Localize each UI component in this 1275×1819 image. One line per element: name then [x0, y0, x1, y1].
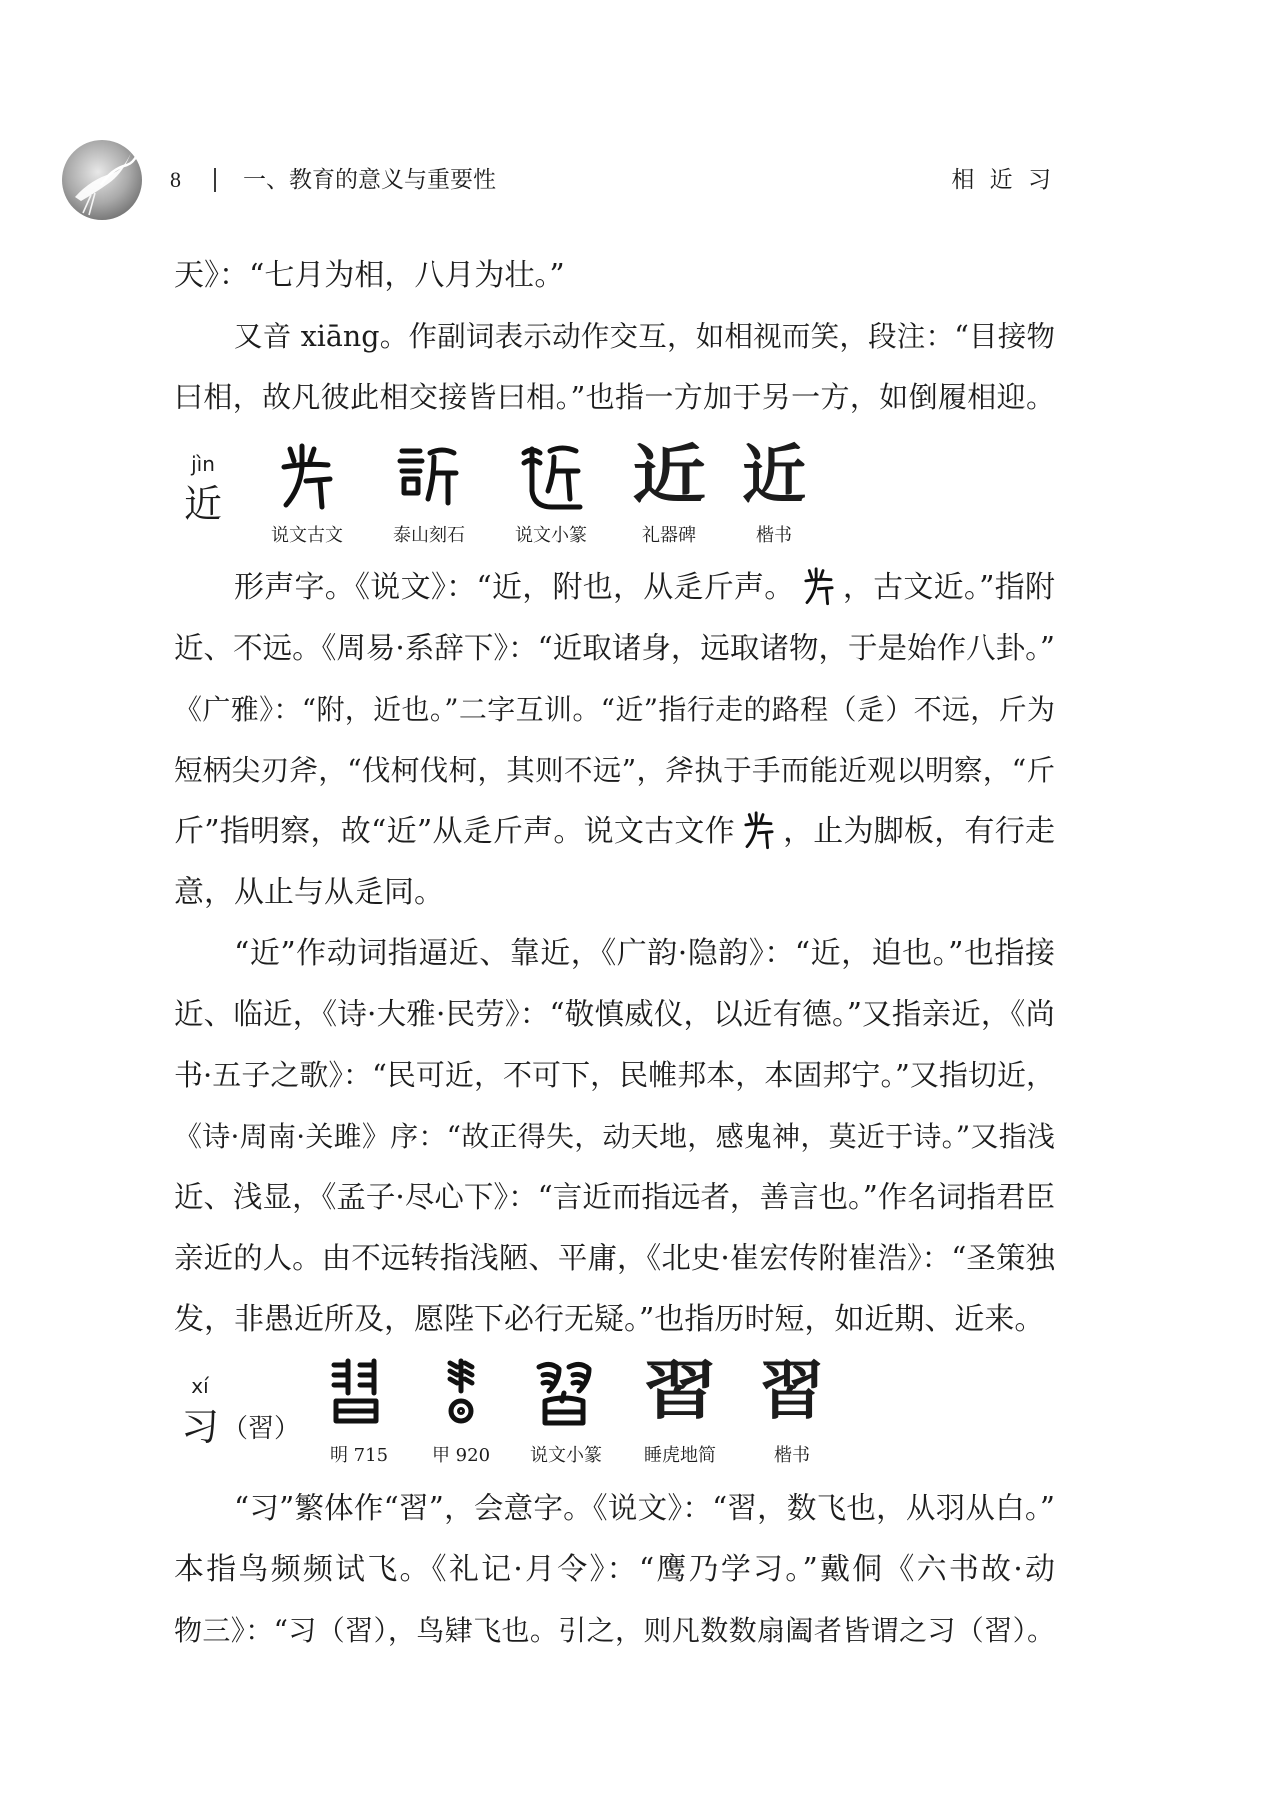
text-line: “近”作动词指逼近、靠近，《广韵·隐韵》：“近，迫也。”也指接 [234, 936, 1055, 971]
text-segment: 形声字。《说文》：“近，附也，从辵斤声。 [234, 570, 795, 605]
jin-form-liqibei [609, 438, 729, 548]
xi-ming715-glyph [324, 1357, 394, 1427]
text-line: 《诗·周南·关雎》序：“故正得失，动天地，感鬼神，莫近于诗。”又指浅 [174, 1120, 1055, 1153]
text-line: 发，非愚近所及，愿陛下必行无疑。”也指历时短，如近期、近来。 [174, 1302, 1045, 1337]
text-line [174, 557, 1055, 618]
xi-xiaozhuan-glyph [531, 1357, 601, 1427]
text-line: 近、不远。《周易·系辞下》：“近取诸身，远取诸物，于是始作八卦。” [174, 631, 1055, 665]
jin-form-shuowen-xiaozhuan [491, 441, 611, 548]
form-label: 说文小篆 [530, 1445, 602, 1466]
text-line: 亲近的人。由不远转指浅陋、平庸，《北史·崔宏传附崔浩》：“圣策独 [174, 1241, 1055, 1275]
jin-taishan-glyph [394, 441, 464, 511]
form-label: 楷书 [756, 525, 792, 546]
form-label: 说文古文 [271, 525, 343, 546]
text-line: 书·五子之歌》：“民可近，不可下，民帷邦本，本固邦宁。”又指切近， [174, 1058, 1055, 1092]
intro-paragraph [174, 245, 1055, 428]
xi-form-shuowen-xiaozhuan [506, 1357, 626, 1468]
jin-form-taishan [369, 441, 489, 548]
text-line: 天》：“七月为相，八月为壮。” [174, 258, 565, 293]
jin-kaishu-glyph: 近 [742, 438, 806, 513]
text-line: 物三》：“习（習），鸟肄飞也。引之，则凡数数扇阖者皆谓之习（習）。 [174, 1614, 1055, 1647]
xi-jia920-glyph [426, 1357, 496, 1427]
form-label: 楷书 [774, 1445, 810, 1466]
crane-emblem-icon [61, 139, 143, 221]
xi-form-jia920 [401, 1357, 521, 1468]
jin-guwen-inline-glyph [739, 807, 779, 853]
xi-shuihudi-glyph: 習 [643, 1354, 717, 1429]
xi-forms-table [0, 1350, 1275, 1478]
running-head: 相 近 习 [951, 167, 1055, 193]
xi-form-shuihudi [620, 1354, 740, 1468]
jin-headword: 近 [183, 482, 223, 526]
xi-headword: 习 [180, 1405, 220, 1449]
jin-form-kaishu [714, 438, 834, 548]
form-label: 说文小篆 [515, 525, 587, 546]
text-line: “习”繁体作“習”，会意字。《说文》：“習，数飞也，从羽从白。” [234, 1491, 1055, 1525]
page-number: 8 [170, 167, 181, 192]
jin-form-shuowen-guwen [247, 441, 367, 548]
form-label: 礼器碑 [642, 525, 696, 546]
jin-liqibei-glyph: 近 [632, 438, 706, 513]
text-line: 本指鸟频频试飞。《礼记·月令》：“鹰乃学习。”戴侗《六书故·动 [174, 1552, 1055, 1587]
xi-pinyin: xí [191, 1374, 209, 1398]
jin-forms-table [0, 428, 1275, 557]
jin-paragraph-1 [174, 557, 1055, 923]
text-line: 意，从止与从辵同。 [174, 875, 444, 910]
jin-xiaozhuan-glyph [516, 441, 586, 511]
xi-form-kaishu [732, 1354, 852, 1468]
xi-kaishu-glyph: 習 [760, 1354, 824, 1429]
form-label: 泰山刻石 [393, 525, 465, 546]
text-line: 近、临近，《诗·大雅·民劳》：“敬慎威仪，以近有德。”又指亲近，《尚 [174, 997, 1055, 1031]
text-line: 短柄尖刃斧，“伐柯伐柯，其则不远”，斧执于手而能近观以明察，“斤 [174, 754, 1055, 787]
form-label: 甲 920 [431, 1445, 491, 1466]
jin-paragraph-2 [174, 923, 1055, 1350]
text-line: 近、浅显，《孟子·尽心下》：“言近而指远者，善言也。”作名词指君臣 [174, 1180, 1055, 1214]
chapter-title: 一、教育的意义与重要性 [243, 167, 496, 193]
text-segment: ，古文近。”指附 [842, 570, 1055, 605]
header-divider [214, 168, 216, 192]
jin-guwen-inline-glyph [799, 563, 839, 609]
text-line: 又音 xiāng。作副词表示动作交互，如相视而笑，段注：“目接物 [234, 320, 1055, 353]
form-label: 明 715 [329, 1445, 389, 1466]
xi-paragraph [174, 1478, 1055, 1661]
xi-traditional-form: （習） [222, 1414, 301, 1444]
text-line: 《广雅》：“附，近也。”二字互训。“近”指行走的路程（辵）不远，斤为 [174, 693, 1055, 726]
text-line [174, 801, 1055, 862]
jin-pinyin: jìn [191, 452, 215, 476]
jin-guwen-glyph [272, 441, 342, 511]
text-segment: ，止为脚板，有行走 [782, 814, 1055, 849]
text-line: 曰相，故凡彼此相交接皆曰相。”也指一方加于另一方，如倒履相迎。 [174, 380, 1055, 414]
form-label: 睡虎地简 [644, 1445, 716, 1466]
text-segment: 斤”指明察，故“近”从辵斤声。说文古文作 [174, 814, 735, 849]
